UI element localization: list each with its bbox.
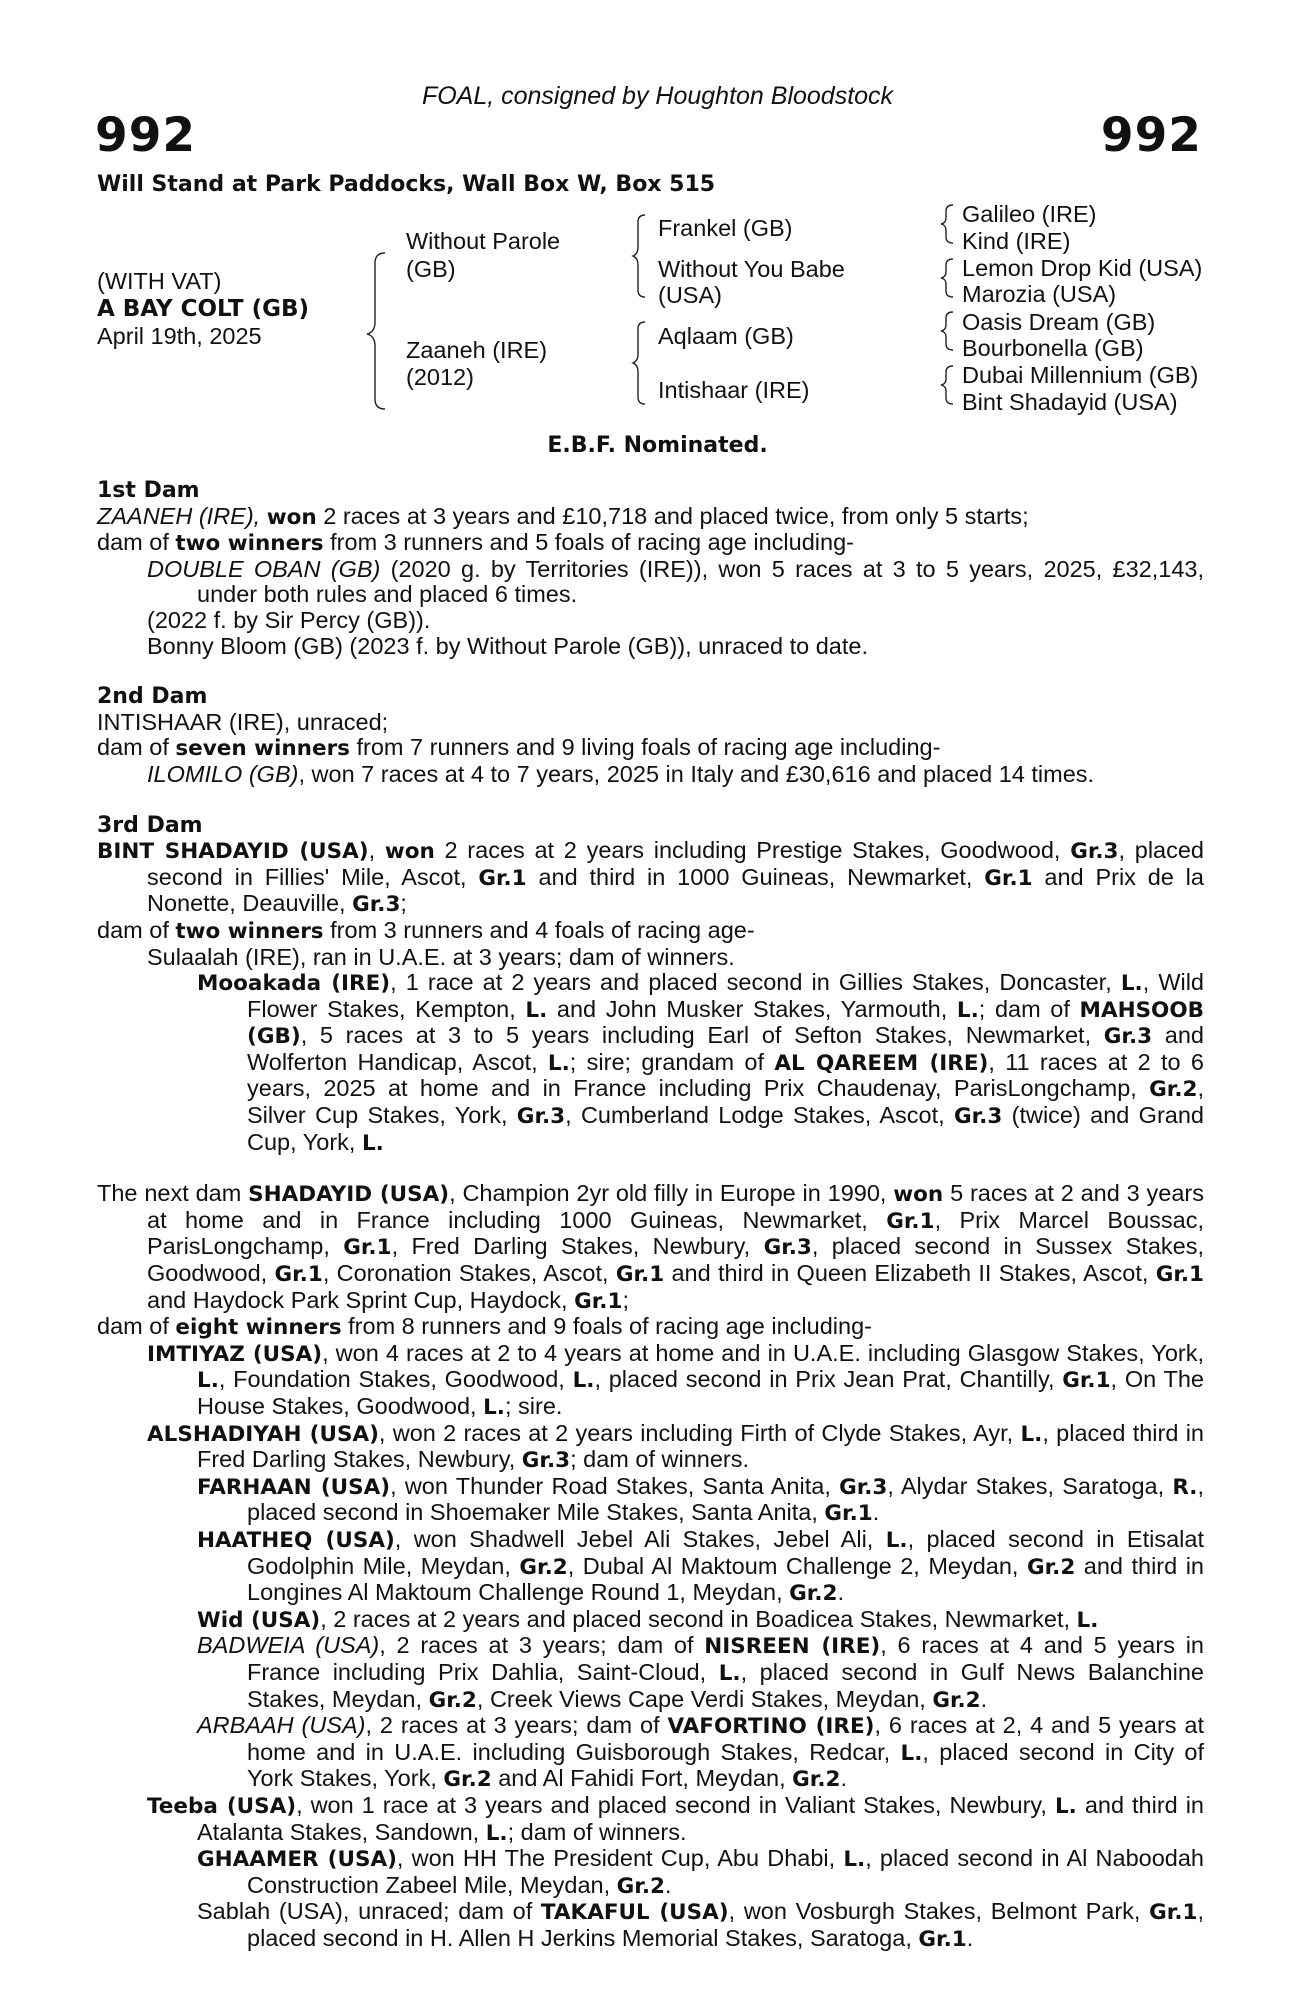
text-run: , Coronation Stakes, Ascot, [322, 1260, 616, 1287]
third-dam-heading: 3rd Dam [97, 812, 203, 838]
grade: Gr.2 [616, 1873, 665, 1899]
text-run: from 7 runners and 9 living foals of racing age including- [349, 734, 941, 761]
grade: Gr.1 [574, 1288, 623, 1314]
produce-farhaan [97, 1474, 1204, 1527]
text-run: , 6 races at 4 and 5 years in France including Prix Dahlia, Saint-Cloud, [247, 1632, 1204, 1685]
grade: Gr.2 [789, 1581, 838, 1607]
lot-number-right: 992 [1100, 108, 1202, 163]
text-run: , Wild Flower Stakes, Kempton, [247, 969, 1205, 1022]
text-run: , Creek Views Cape Verdi Stakes, Meydan, [476, 1685, 933, 1712]
text-run: , won 7 races at 4 to 7 years, 2025 in Italy and £30,616 and placed 14 times. [298, 760, 1095, 787]
produce-teeba [97, 1793, 1204, 1846]
first-dam-heading: 1st Dam [97, 478, 200, 503]
horse-name: GHAAMER (USA) [197, 1847, 397, 1873]
grade: Gr.3 [953, 1104, 1003, 1130]
first-dam-won: won [266, 504, 317, 530]
pedigree-body [97, 478, 1204, 1952]
stand-location: Will Stand at Park Paddocks, Wall Box W, Box 515 [97, 172, 716, 197]
text-run: , placed third in Fred Darling Stakes, Newbury, [197, 1419, 1204, 1473]
horse-name: SHADAYID (USA) [248, 1182, 450, 1208]
ebf-nominated: E.B.F. Nominated. [547, 433, 768, 458]
horse-name: FARHAAN (USA) [197, 1474, 391, 1500]
horse-name: ARBAAH (USA) [197, 1712, 366, 1739]
pedigree-sire: Without Parole [406, 228, 561, 254]
text-run: 5 races at 2 and 3 years at home and in France including 1000 Guineas, Newmarket, [147, 1180, 1204, 1233]
horse-name: TAKAFUL (USA) [540, 1900, 729, 1926]
text-run: . [966, 1924, 974, 1951]
grade: Gr.3 [839, 1474, 888, 1500]
grade: R. [1172, 1474, 1198, 1500]
produce-sablah [97, 1899, 1204, 1952]
text-run: dam of [97, 1313, 176, 1340]
brace-gen2-upper [633, 215, 645, 297]
pedigree-gen3-1: Galileo (IRE) [962, 201, 1097, 227]
text-run: 2 races at 2 years including Prestige Stakes, Goodwood, [434, 837, 1071, 864]
grade: Gr.1 [886, 1208, 935, 1234]
grade: Gr.1 [274, 1262, 323, 1288]
text-run: . [872, 1499, 880, 1526]
pedigree-sire-sire: Frankel (GB) [658, 215, 793, 241]
text-run: , Cumberland Lodge Stakes, Ascot, [565, 1102, 954, 1129]
horse-name: Teeba (USA) [147, 1793, 297, 1819]
grade: Gr.1 [1155, 1262, 1204, 1288]
brace-gen2-lower [633, 322, 645, 404]
brace-gen1 [367, 253, 385, 409]
grade: Gr.2 [1149, 1077, 1198, 1103]
text-run: dam of [97, 529, 176, 556]
text-run: and Prix de la Nonette, Deauville, [147, 863, 1204, 917]
text-run: , 1 race at 2 years and placed second in Gillies Stakes, Doncaster, [390, 969, 1121, 996]
text-run: . [840, 1765, 847, 1792]
vat-note: (WITH VAT) [97, 268, 222, 294]
won-label: won [384, 839, 435, 865]
grade: Gr.1 [984, 865, 1033, 891]
grade: L. [485, 1820, 508, 1846]
first-dam-produce-summary [97, 530, 1204, 557]
grade: Gr.3 [352, 892, 401, 918]
text-run: and third in Queen Elizabeth II Stakes, Ascot, [664, 1260, 1156, 1287]
brace-gen3-a [941, 205, 953, 243]
grade: L. [843, 1847, 866, 1873]
horse-name: HAATHEQ (USA) [197, 1527, 395, 1553]
grade: Gr.2 [519, 1554, 568, 1580]
produce-ghaamer [97, 1846, 1204, 1899]
grade: Gr.3 [763, 1235, 812, 1261]
pedigree-dam-dam: Intishaar (IRE) [658, 377, 810, 403]
won-label: won [893, 1182, 944, 1208]
horse-name: BADWEIA (USA) [197, 1632, 380, 1659]
produce-2022-filly: (2022 f. by Sir Percy (GB)). [147, 606, 431, 633]
horse-name: ALSHADIYAH (USA) [147, 1421, 379, 1447]
grade: Gr.3 [516, 1104, 566, 1130]
text-run: , Silver Cup Stakes, York, [247, 1075, 1204, 1129]
text-run: and Haydock Park Sprint Cup, Haydock, [147, 1286, 575, 1313]
text-run: ; [622, 1286, 629, 1313]
grade: L. [572, 1368, 595, 1394]
foal-name: A BAY COLT (GB) [97, 296, 310, 322]
text-run: , 11 races at 2 to 6 years, 2025 at home and in France including Prix Chaudenay, ParisLongchamp, [247, 1048, 1204, 1102]
horse-name: ILOMILO (GB) [147, 760, 299, 787]
grade: Gr.1 [1062, 1368, 1111, 1394]
horse-name: VAFORTINO (IRE) [667, 1714, 875, 1740]
horse-name: NISREEN (IRE) [704, 1634, 881, 1660]
pedigree-gen3-4: Marozia (USA) [962, 281, 1117, 307]
grade: L. [483, 1395, 505, 1420]
grade: L. [900, 1740, 923, 1766]
grade: L. [885, 1527, 908, 1553]
first-dam-name: ZAANEH (IRE), [97, 502, 261, 529]
next-dam-record [97, 1181, 1204, 1314]
text-run: , won 4 races at 2 to 4 years at home and in U.A.E. including Glasgow Stakes, York, [322, 1339, 1204, 1366]
text-run: , won 1 race at 3 years and placed second in Valiant Stakes, Newbury, [296, 1791, 1055, 1818]
text-run: The next dam [97, 1180, 249, 1207]
text-run: , won HH The President Cup, Abu Dhabi, [396, 1845, 844, 1872]
text-run: , placed second in Shoemaker Mile Stakes, Santa Anita, [247, 1472, 1204, 1526]
text-run: ; sire; grandam of [569, 1048, 775, 1075]
consignment-line: FOAL, consigned by Houghton Bloodstock [421, 82, 894, 110]
text-run: , [368, 837, 385, 864]
produce-arbaah [97, 1713, 1204, 1793]
grade: Gr.1 [1149, 1900, 1198, 1926]
text-run: dam of [97, 734, 176, 761]
pedigree-dam: Zaaneh (IRE) [406, 337, 548, 363]
text-run: , 2 races at 3 years; dam of [365, 1712, 668, 1739]
horse-name: BINT SHADAYID (USA) [97, 839, 369, 865]
produce-sulaalah: Sulaalah (IRE), ran in U.A.E. at 3 years; dam of winners. [147, 943, 735, 970]
text-run: , 2 races at 2 years and placed second in Boadicea Stakes, Newmarket, [320, 1605, 1077, 1632]
grade: L. [525, 997, 548, 1023]
second-dam-heading: 2nd Dam [97, 684, 208, 710]
grade: L. [1020, 1421, 1043, 1447]
pedigree-dam-year: (2012) [406, 364, 474, 390]
text-run: , 6 races at 2, 4 and 5 years at home and in U.A.E. including Guisborough Stakes, Redcar, [247, 1712, 1204, 1765]
grade: L. [956, 997, 979, 1023]
grade: Gr.3 [1103, 1024, 1153, 1050]
horse-name: Wid (USA) [197, 1607, 321, 1633]
text-run: , Foundation Stakes, Goodwood, [218, 1366, 573, 1393]
winners-count: two winners [175, 918, 324, 944]
third-dam-record [97, 838, 1204, 918]
pedigree-gen3-6: Bourbonella (GB) [962, 335, 1144, 361]
grade: Gr.2 [443, 1767, 492, 1793]
text-run: , won Vosburgh Stakes, Belmont Park, [728, 1898, 1150, 1925]
text-run: , 2 races at 3 years; dam of [379, 1632, 705, 1659]
text-run: . [837, 1579, 844, 1606]
text-run: and Al Fahidi Fort, Meydan, [491, 1765, 793, 1792]
text-run: , placed second in Prix Jean Prat, Chantilly, [594, 1366, 1063, 1393]
grade: Gr.2 [428, 1687, 477, 1713]
grade: Gr.3 [521, 1448, 571, 1474]
pedigree-gen3-7: Dubai Millennium (GB) [962, 362, 1199, 388]
next-dam-produce-summary [97, 1314, 1204, 1341]
second-dam-produce-summary [97, 735, 1204, 762]
winners-count: eight winners [175, 1315, 342, 1341]
text-run: . [980, 1685, 988, 1712]
text-run: (twice) and Grand Cup, York, [247, 1102, 1204, 1155]
text-run: , Champion 2yr old filly in Europe in 1990, [449, 1180, 894, 1207]
text-run: ; dam of [978, 995, 1080, 1022]
produce-ilomilo [97, 762, 1204, 788]
produce-wid [97, 1607, 1204, 1634]
winners-count: two winners [175, 531, 324, 557]
grade: Gr.2 [932, 1687, 981, 1713]
produce-mooakada [97, 970, 1204, 1156]
text-run: and third in Atalanta Stakes, Sandown, [197, 1791, 1205, 1845]
brace-gen3-b [941, 259, 953, 297]
horse-name: IMTIYAZ (USA) [147, 1341, 323, 1367]
pedigree-dam-sire: Aqlaam (GB) [658, 323, 794, 349]
horse-name: MAHSOOB (GB) [247, 997, 1205, 1050]
grade: L. [547, 1050, 570, 1076]
grade: Gr.1 [918, 1926, 967, 1952]
pedigree-gen3-5: Oasis Dream (GB) [962, 309, 1156, 335]
grade: Gr.1 [824, 1501, 873, 1527]
text-run: , won 2 races at 2 years including Firth of Clyde Stakes, Ayr, [378, 1419, 1021, 1446]
grade: Gr.2 [1026, 1554, 1076, 1580]
text-run: , Alydar Stakes, Saratoga, [887, 1472, 1173, 1499]
text-run: , placed second in Fillies' Mile, Ascot, [147, 837, 1204, 890]
text-run: , On The House Stakes, Goodwood, [197, 1366, 1204, 1419]
text-run: ; sire. [504, 1393, 563, 1419]
text-run: ; dam of winners. [570, 1446, 750, 1473]
text-run: (2020 g. by Territories (IRE)), won 5 races at 3 to 5 years, 2025, £32,143, under both rules and placed 6 times. [197, 555, 1204, 608]
brace-gen3-c [941, 312, 953, 350]
brace-gen3-d [941, 366, 953, 404]
grade: Gr.2 [792, 1767, 841, 1793]
pedigree-gen3-8: Bint Shadayid (USA) [962, 389, 1178, 415]
text-run: , won Thunder Road Stakes, Santa Anita, [390, 1472, 840, 1499]
grade: Gr.1 [478, 865, 527, 891]
text-run: from 3 runners and 5 foals of racing age including- [323, 529, 854, 556]
text-run: , placed second in Gulf News Balanchine Stakes, Meydan, [247, 1658, 1204, 1712]
text-run: and Wolferton Handicap, Ascot, [247, 1022, 1204, 1075]
lot-number-left: 992 [95, 108, 197, 163]
horse-name: DOUBLE OBAN (GB) [147, 555, 381, 582]
grade: L. [1076, 1607, 1099, 1633]
text-run: , won Shadwell Jebel Ali Stakes, Jebel Ali, [394, 1525, 886, 1552]
grade: L. [1120, 971, 1143, 997]
produce-double-oban [97, 557, 1204, 608]
produce-alshadiyah [97, 1421, 1204, 1474]
grade: L. [718, 1660, 741, 1686]
text-run: Sablah (USA), unraced; dam of [197, 1898, 541, 1925]
grade: Gr.1 [343, 1235, 392, 1261]
grade: Gr.3 [1070, 839, 1119, 865]
pedigree-sire-dam-suffix: (USA) [658, 282, 722, 308]
text-run: ; [400, 890, 407, 917]
text-run: and third in Longines Al Maktoum Challenge Round 1, Meydan, [247, 1552, 1204, 1606]
produce-bonny-bloom: Bonny Bloom (GB) (2023 f. by Without Parole (GB)), unraced to date. [147, 632, 868, 659]
second-dam-record: INTISHAAR (IRE), unraced; [97, 708, 389, 735]
produce-badweia [97, 1633, 1204, 1713]
text-run: , Prix Marcel Boussac, ParisLongchamp, [147, 1206, 1204, 1260]
text-run: and third in 1000 Guineas, Newmarket, [526, 863, 985, 890]
text-run: , placed second in Sussex Stakes, Goodwood, [147, 1233, 1204, 1287]
first-dam-text: 2 races at 3 years and £10,718 and placed twice, from only 5 starts; [316, 502, 1029, 529]
text-run: ; dam of winners. [507, 1818, 687, 1845]
first-dam-record [97, 504, 1204, 531]
grade: L. [1054, 1793, 1077, 1819]
text-run: dam of [97, 916, 176, 943]
text-run: , placed second in City of York Stakes, York, [247, 1738, 1205, 1792]
text-run: . [664, 1871, 672, 1898]
pedigree-gen3-3: Lemon Drop Kid (USA) [962, 255, 1203, 281]
text-run: , 5 races at 3 to 5 years including Earl of Sefton Stakes, Newmarket, [300, 1022, 1104, 1049]
text-run: , Fred Darling Stakes, Newbury, [391, 1233, 764, 1260]
horse-name: Mooakada (IRE) [197, 971, 391, 997]
text-run: , Dubal Al Maktoum Challenge 2, Meydan, [567, 1552, 1027, 1579]
produce-haatheq [97, 1527, 1204, 1607]
foal-date: April 19th, 2025 [97, 323, 262, 349]
pedigree-gen3-2: Kind (IRE) [962, 228, 1071, 254]
text-run: from 8 runners and 9 foals of racing age including- [341, 1313, 872, 1340]
third-dam-produce-summary [97, 918, 1204, 945]
text-run: and John Musker Stakes, Yarmouth, [547, 995, 957, 1022]
grade: L. [361, 1130, 384, 1156]
pedigree-sire-dam: Without You Babe [658, 256, 845, 282]
pedigree-sire-suffix: (GB) [406, 256, 456, 282]
horse-name: AL QAREEM (IRE) [774, 1050, 989, 1076]
text-run: , placed second in H. Allen H Jerkins Memorial Stakes, Saratoga, [247, 1898, 1204, 1951]
grade: L. [197, 1368, 219, 1394]
produce-imtiyaz [97, 1341, 1204, 1421]
text-run: , placed second in Al Naboodah Construction Zabeel Mile, Meydan, [247, 1845, 1204, 1898]
winners-count: seven winners [175, 736, 350, 762]
text-run: , placed second in Etisalat Godolphin Mile, Meydan, [247, 1525, 1204, 1579]
grade: Gr.1 [615, 1262, 665, 1288]
text-run: from 3 runners and 4 foals of racing age- [323, 916, 755, 943]
